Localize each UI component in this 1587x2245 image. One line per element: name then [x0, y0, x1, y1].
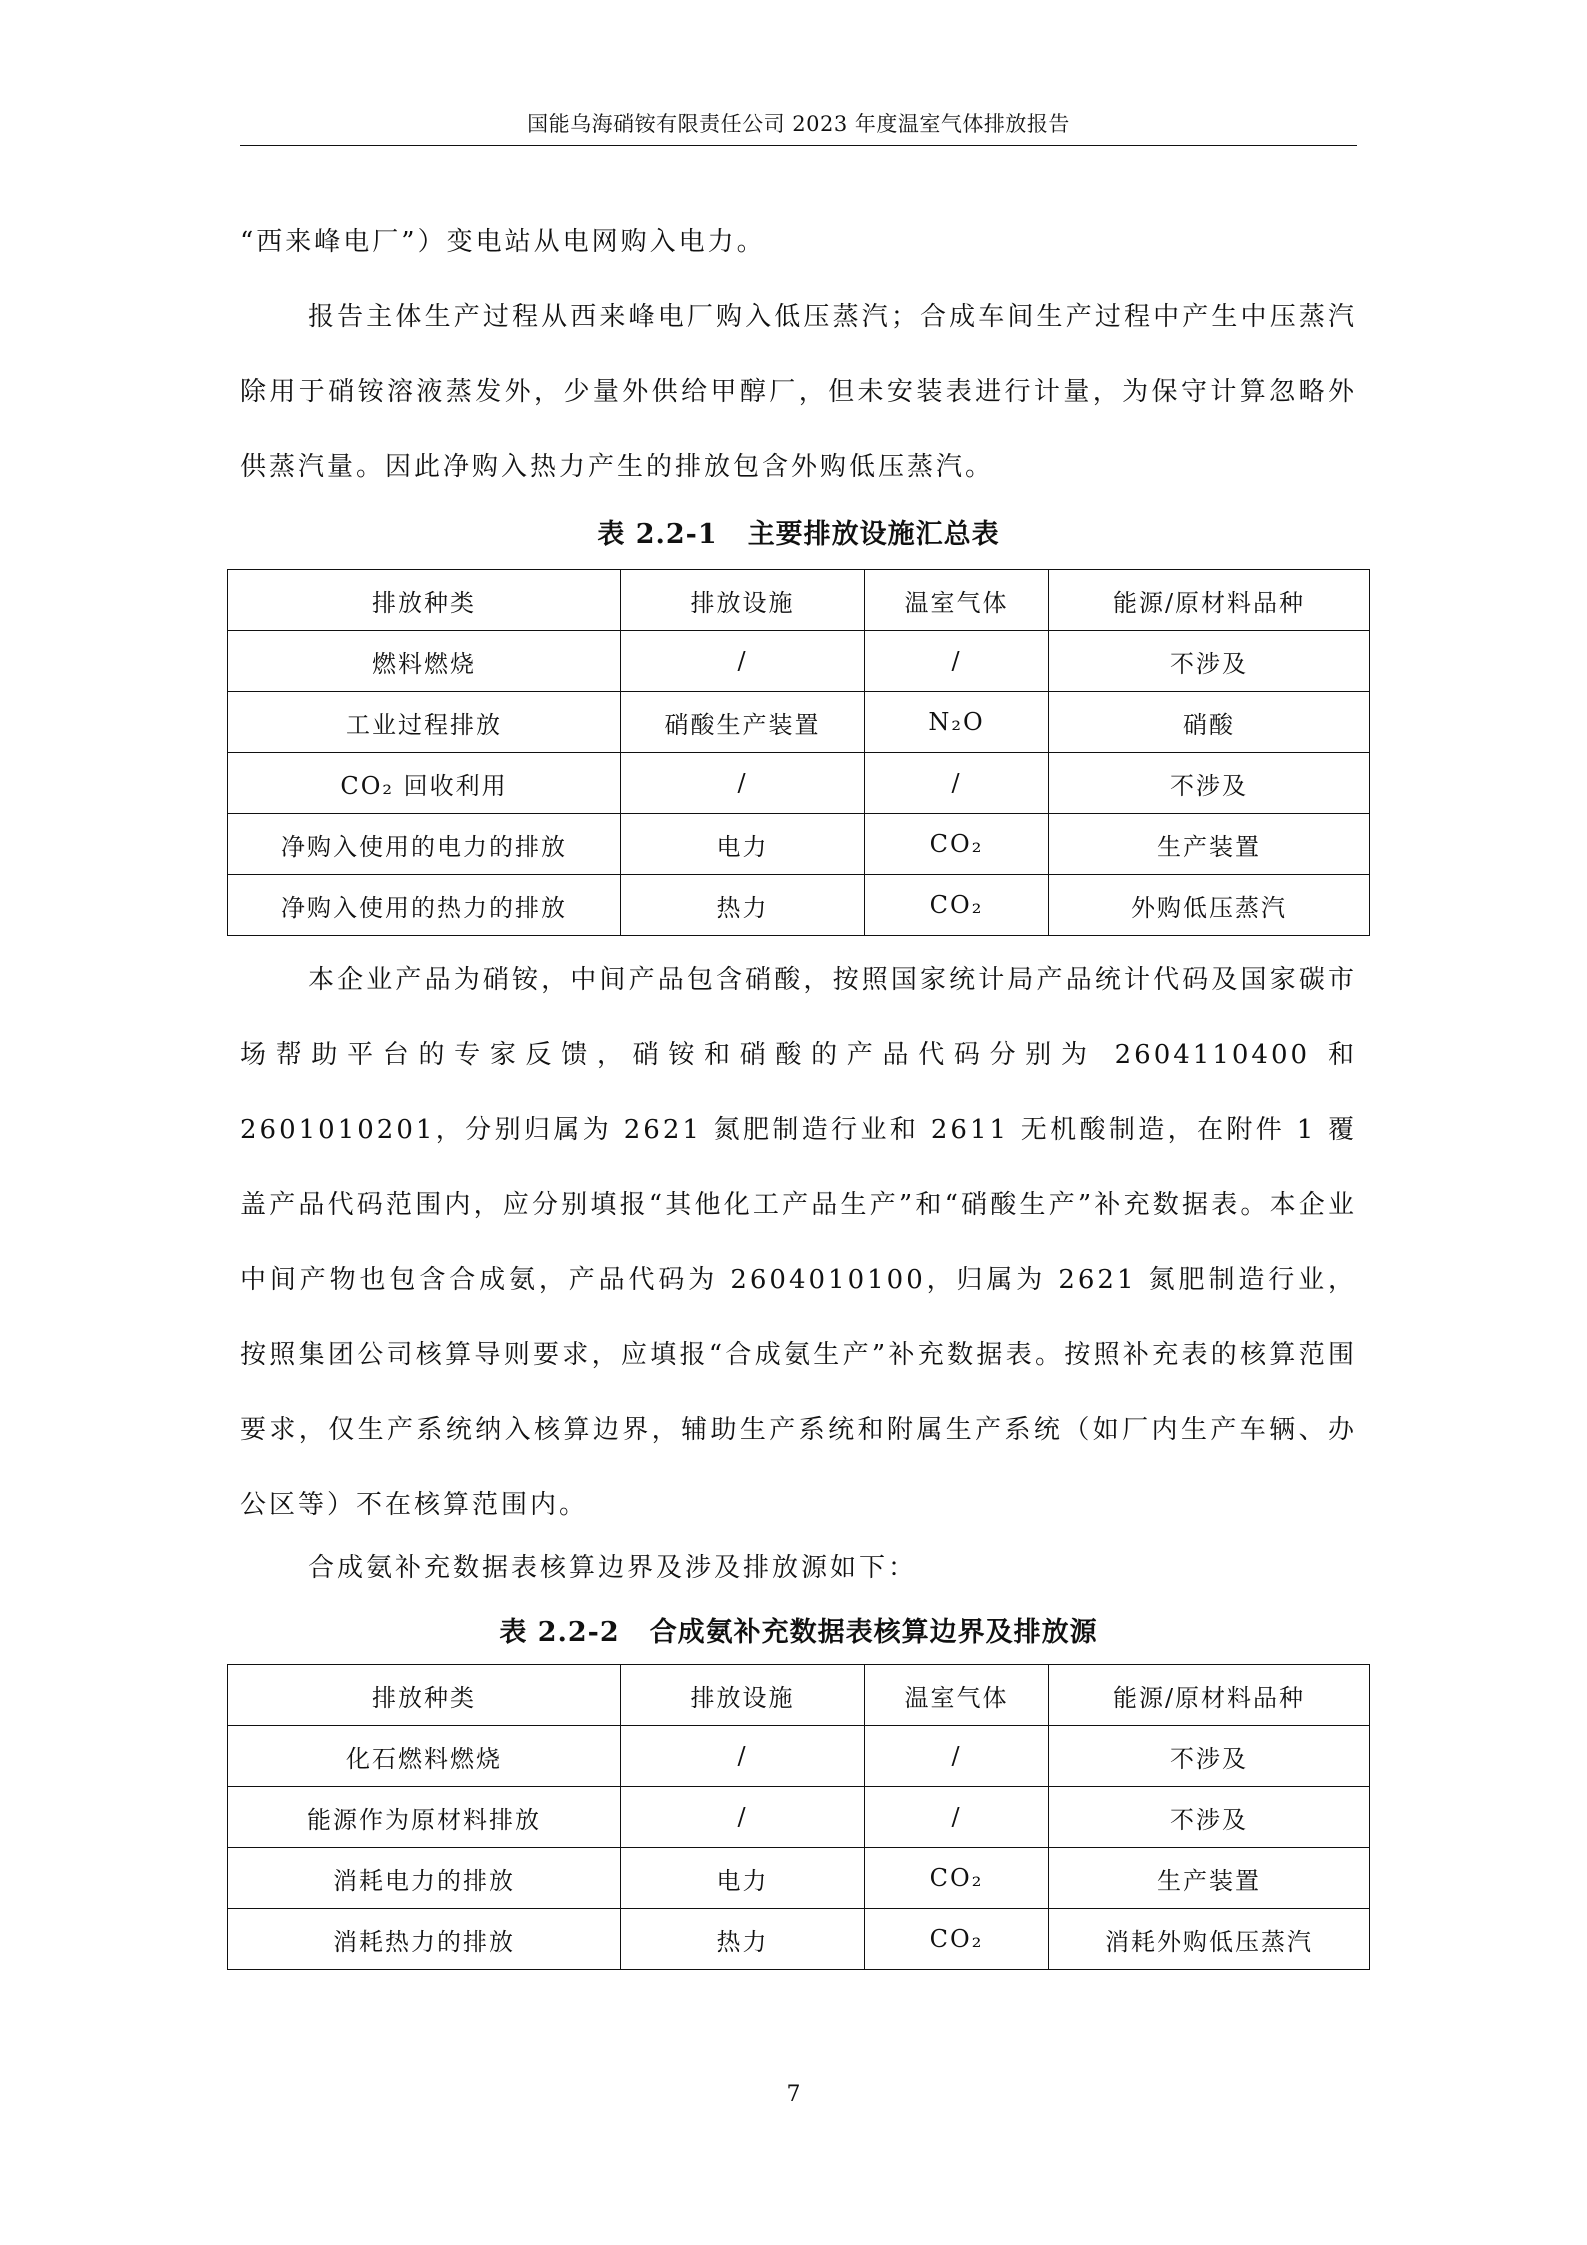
- table-cell: /: [621, 1726, 865, 1787]
- header-cell: 能源/原材料品种: [1049, 1665, 1370, 1726]
- table1-caption-number: 表 2.2-1: [597, 519, 718, 550]
- table-cell: 消耗电力的排放: [228, 1848, 621, 1909]
- table-cell: 不涉及: [1049, 631, 1370, 692]
- table-cell: 硝酸生产装置: [621, 692, 865, 753]
- table-cell: /: [865, 631, 1049, 692]
- table-cell: /: [865, 753, 1049, 814]
- table-cell: 净购入使用的热力的排放: [228, 875, 621, 936]
- paragraph-1: “西来峰电厂”）变电站从电网购入电力。: [240, 227, 766, 257]
- table-cell: 硝酸: [1049, 692, 1370, 753]
- table-row: [228, 1726, 1370, 1787]
- table2-caption: [240, 1610, 1357, 1649]
- header-cell: 排放设施: [621, 570, 865, 631]
- table-row: [228, 753, 1370, 814]
- table-cell: 消耗热力的排放: [228, 1909, 621, 1970]
- table-cell: /: [865, 1787, 1049, 1848]
- table-cell: 工业过程排放: [228, 692, 621, 753]
- table-header-row: [228, 570, 1370, 631]
- table-cell: /: [621, 753, 865, 814]
- table-row: [228, 1848, 1370, 1909]
- table-cell: CO₂: [865, 1909, 1049, 1970]
- table-cell: 能源作为原材料排放: [228, 1787, 621, 1848]
- paragraph-3: 本企业产品为硝铵，中间产品包含硝酸，按照国家统计局产品统计代码及国家碳市场帮助平台的专家反馈，硝铵和硝酸的产品代码分别为 2604110400 和 2601010201，分别归属为 2621 氮肥制造行业和 2611 无机酸制造，在附件 1 覆盖产品代码范围内，应分别填报“其他化工产品生产”和“硝酸生产”补充数据表。本企业中间产物也包含合成氨，产品代码为 2604010100，归属为 2621 氮肥制造行业，按照集团公司核算导则要求，应填报“合成氨生产”补充数据表。按照补充表的核算范围要求，仅生产系统纳入核算边界，辅助生产系统和附属生产系统（如厂内生产车辆、办公区等）不在核算范围内。: [240, 965, 1357, 1520]
- table-row: [228, 1787, 1370, 1848]
- table-cell: CO₂: [865, 875, 1049, 936]
- table1-caption-title: 主要排放设施汇总表: [747, 519, 1000, 550]
- header-cell: 温室气体: [865, 1665, 1049, 1726]
- header-divider: [240, 145, 1357, 146]
- header-cell: 排放种类: [228, 570, 621, 631]
- header-cell: 能源/原材料品种: [1049, 570, 1370, 631]
- table2-caption-title: 合成氨补充数据表核算边界及排放源: [649, 1617, 1098, 1648]
- table-cell: 热力: [621, 875, 865, 936]
- page-number: 7: [786, 2082, 801, 2107]
- header-cell: 排放种类: [228, 1665, 621, 1726]
- paragraph-4: 合成氨补充数据表核算边界及涉及排放源如下：: [308, 1553, 918, 1583]
- table-row: [228, 1909, 1370, 1970]
- table-cell: N₂O: [865, 692, 1049, 753]
- table-cell: CO₂ 回收利用: [228, 753, 621, 814]
- table-header-row: [228, 1665, 1370, 1726]
- table-row: [228, 631, 1370, 692]
- table-cell: 化石燃料燃烧: [228, 1726, 621, 1787]
- table-cell: 电力: [621, 814, 865, 875]
- table-cell: 电力: [621, 1848, 865, 1909]
- table-row: [228, 875, 1370, 936]
- table-cell: 生产装置: [1049, 1848, 1370, 1909]
- table-cell: 热力: [621, 1909, 865, 1970]
- table1-caption: [240, 512, 1357, 551]
- table-cell: 消耗外购低压蒸汽: [1049, 1909, 1370, 1970]
- table-cell: 外购低压蒸汽: [1049, 875, 1370, 936]
- header-cell: 温室气体: [865, 570, 1049, 631]
- table-cell: 燃料燃烧: [228, 631, 621, 692]
- table-cell: 不涉及: [1049, 1787, 1370, 1848]
- ammonia-boundary-table: [227, 1664, 1370, 1970]
- header-cell: 排放设施: [621, 1665, 865, 1726]
- page-header: 国能乌海硝铵有限责任公司 2023 年度温室气体排放报告: [527, 112, 1070, 136]
- table-cell: /: [621, 631, 865, 692]
- table-cell: 不涉及: [1049, 1726, 1370, 1787]
- paragraph-2: 报告主体生产过程从西来峰电厂购入低压蒸汽；合成车间生产过程中产生中压蒸汽除用于硝铵溶液蒸发外，少量外供给甲醇厂，但未安装表进行计量，为保守计算忽略外供蒸汽量。因此净购入热力产生的排放包含外购低压蒸汽。: [240, 302, 1357, 482]
- table-row: [228, 814, 1370, 875]
- emission-facilities-table: [227, 569, 1370, 936]
- table-cell: CO₂: [865, 814, 1049, 875]
- table-cell: 不涉及: [1049, 753, 1370, 814]
- table-cell: /: [621, 1787, 865, 1848]
- table-cell: /: [865, 1726, 1049, 1787]
- table2-caption-number: 表 2.2-2: [499, 1617, 620, 1648]
- table-cell: CO₂: [865, 1848, 1049, 1909]
- table-cell: 净购入使用的电力的排放: [228, 814, 621, 875]
- table-row: [228, 692, 1370, 753]
- table-cell: 生产装置: [1049, 814, 1370, 875]
